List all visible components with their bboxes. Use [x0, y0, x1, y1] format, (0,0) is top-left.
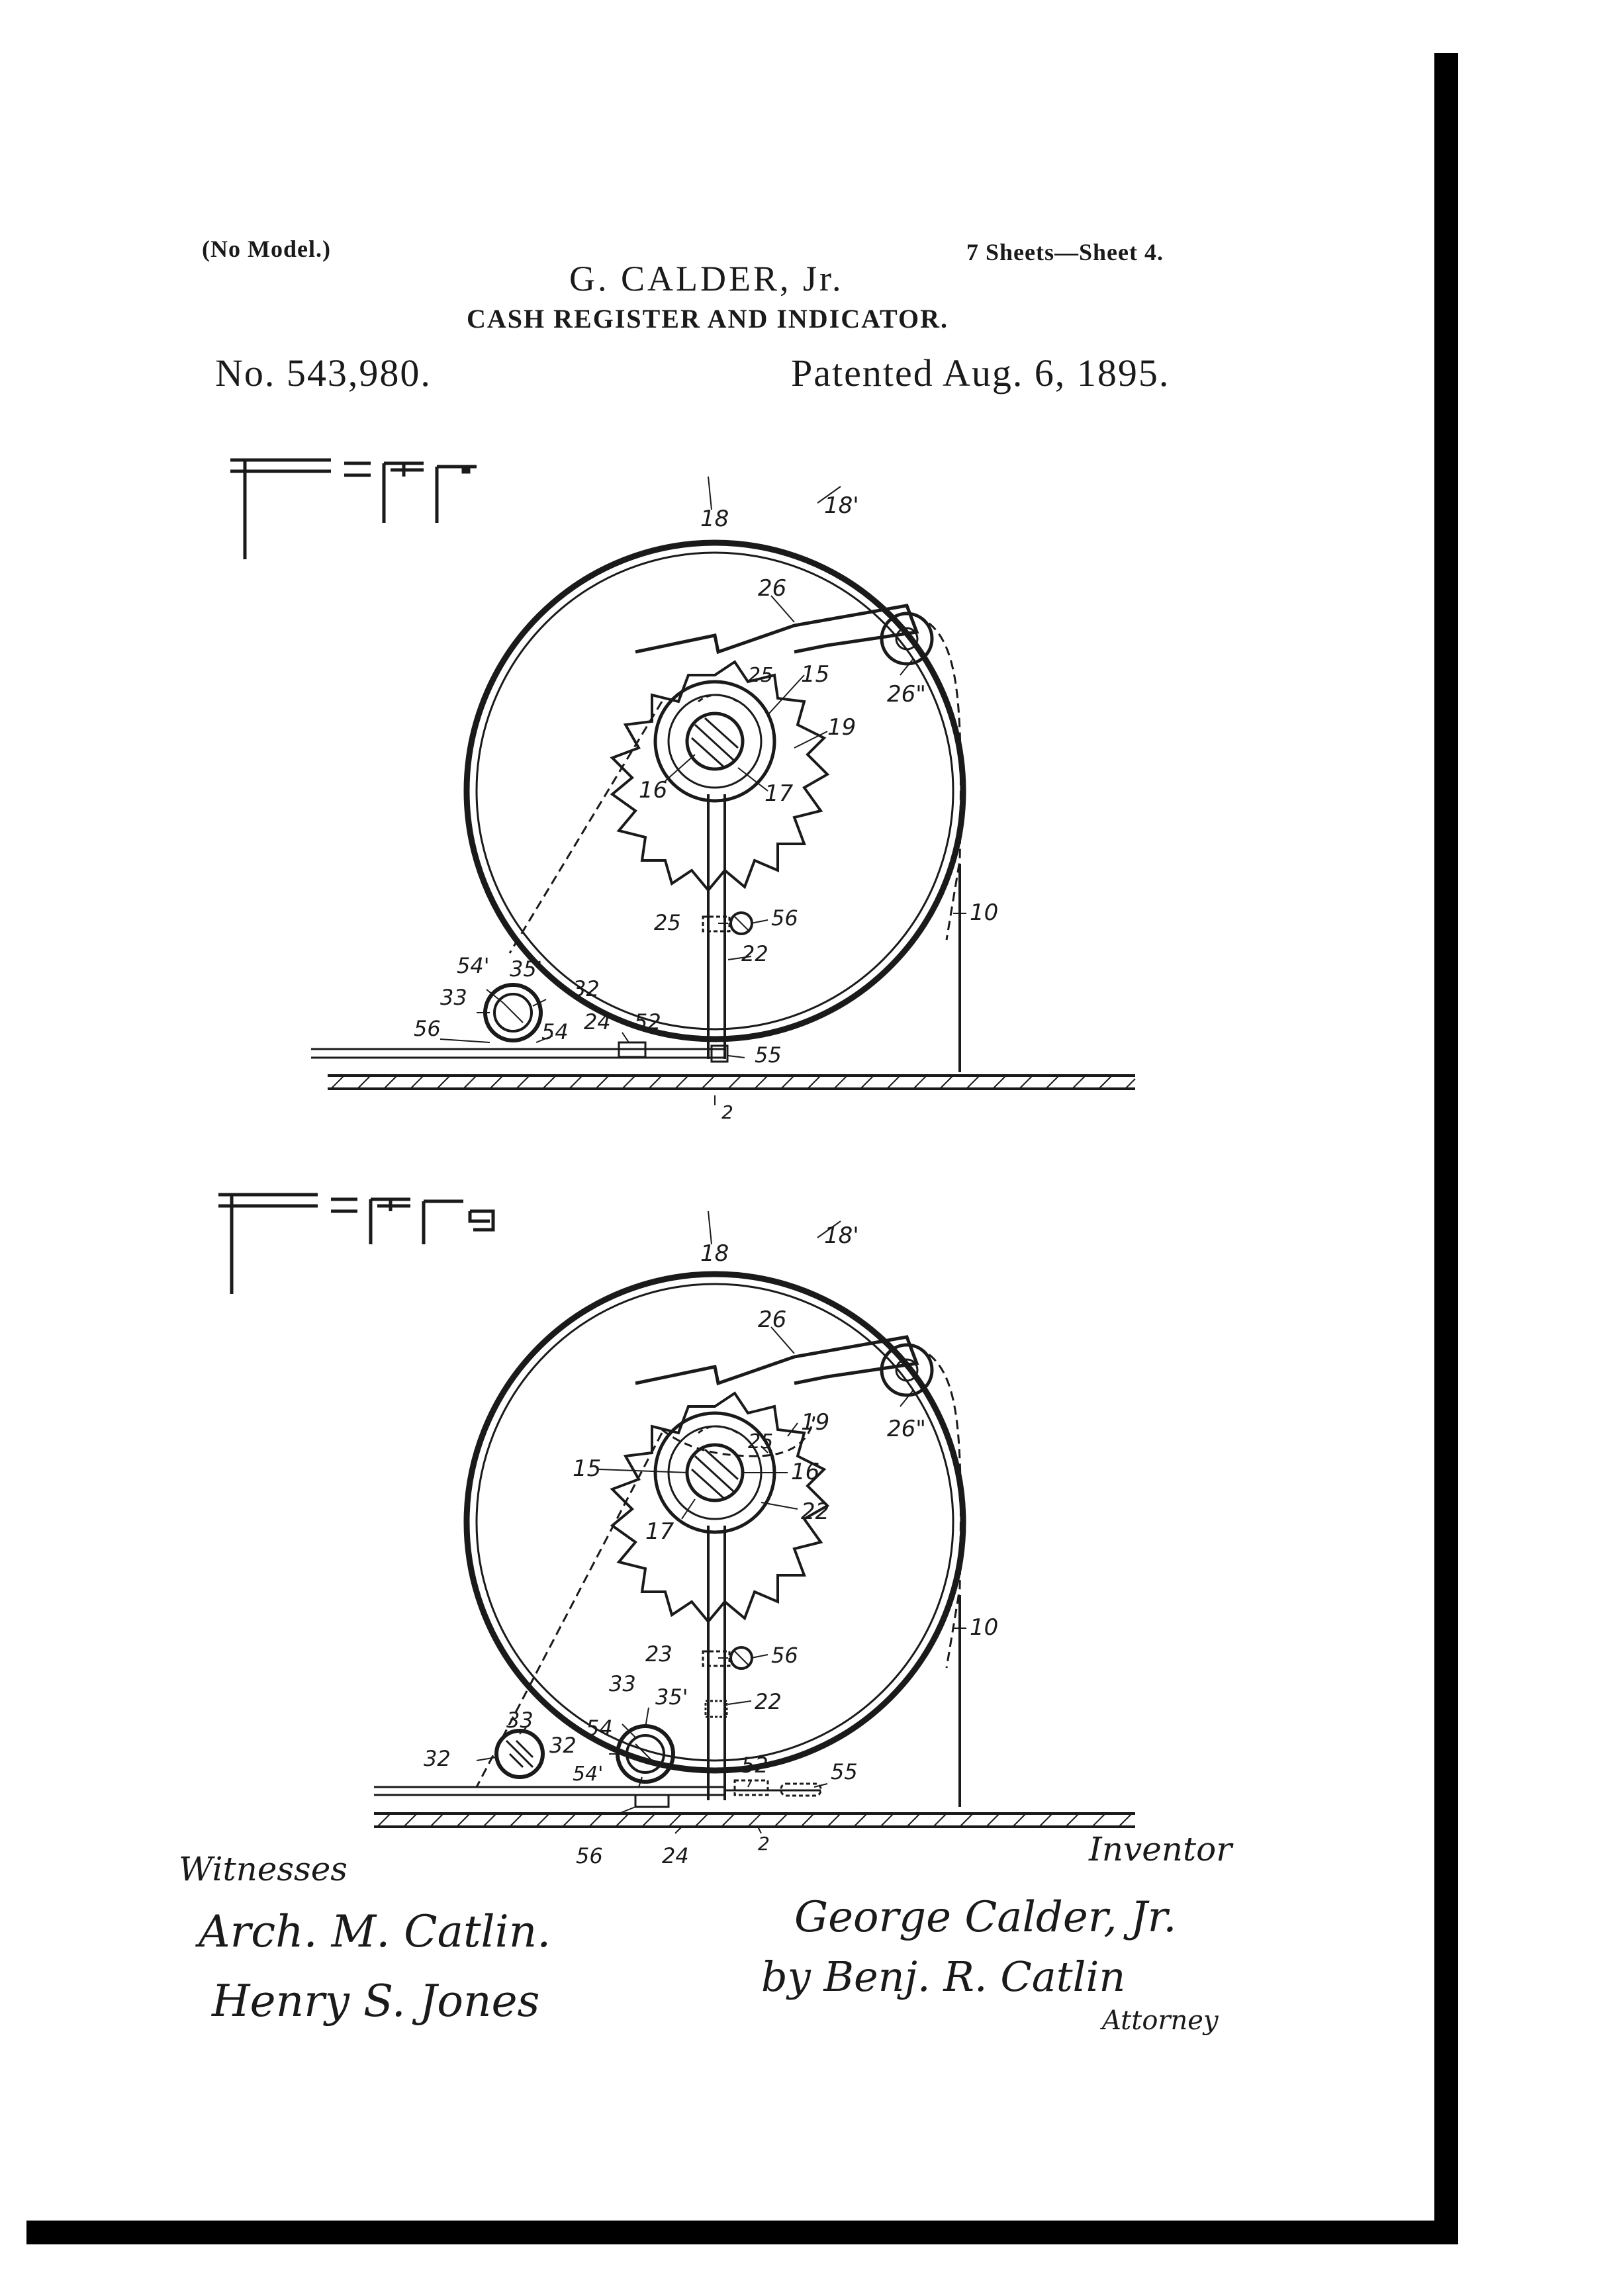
fig5-ref: 32 — [424, 1746, 451, 1771]
fig4-ref: 25 — [654, 910, 681, 935]
scan-edge-right — [1434, 53, 1458, 2244]
fig4-ref: 54 — [541, 1019, 569, 1044]
fig5-ref: 26 — [758, 1307, 787, 1333]
scan-edge-bottom — [26, 2221, 1458, 2244]
fig4-ref: 24 — [584, 1009, 611, 1034]
inventor-label: Inventor — [1089, 1830, 1232, 1868]
inventor-name: G. CALDER, Jr. — [569, 259, 844, 298]
fig5-ref: 10 — [970, 1614, 999, 1641]
fig4-ref: 35' — [510, 956, 543, 982]
fig4-ref: 25 — [748, 664, 774, 687]
attorney-signature: by Benj. R. Catlin — [761, 1952, 1126, 2001]
fig5-ref: 54 — [586, 1716, 613, 1741]
fig4-ref: 18 — [700, 506, 729, 532]
fig4-ref: 55 — [755, 1042, 782, 1068]
fig5-ref: 19 — [801, 1409, 830, 1436]
fig4-ref: 15 — [801, 661, 830, 688]
fig4-ref: 52 — [634, 1009, 661, 1034]
fig5-ref: 32 — [549, 1733, 577, 1758]
sheets-label: 7 Sheets—Sheet 4. — [966, 239, 1164, 265]
patented-date: Patented Aug. 6, 1895. — [791, 351, 1170, 394]
fig5-label: FIG. 5. — [363, 1196, 461, 1232]
fig4-ref: 10 — [970, 899, 999, 926]
fig4-ref: 26" — [887, 681, 926, 708]
witnesses-label: Witnesses — [179, 1850, 348, 1888]
fig4-label: FIG. 4. — [363, 460, 461, 496]
fig4-ref: 16 — [639, 777, 668, 804]
fig5-ref: 35' — [655, 1684, 688, 1710]
fig4-ref: 2 — [721, 1101, 733, 1123]
patent-title: CASH REGISTER AND INDICATOR. — [467, 304, 949, 334]
fig5-ref: 22 — [755, 1689, 782, 1714]
fig5-ref: 54' — [573, 1763, 604, 1786]
witness-signature-2: Henry S. Jones — [212, 1976, 540, 2027]
fig4-ref: 19 — [827, 714, 857, 741]
fig5-ref: 2 — [758, 1833, 770, 1855]
fig4-ref: 22 — [741, 941, 768, 966]
fig5-ref: 26" — [887, 1416, 926, 1442]
no-model-label: (No Model.) — [202, 236, 331, 262]
fig5-ref: 56 — [576, 1843, 603, 1868]
fig5-ref: 17 — [645, 1518, 674, 1545]
fig4-ref: 17 — [765, 780, 794, 807]
fig4-ref: 33 — [440, 985, 467, 1010]
fig4-ref: 56 — [414, 1016, 441, 1041]
fig5-ref: 18 — [700, 1240, 729, 1267]
fig5-ref: 55 — [831, 1759, 858, 1784]
fig5-ref: 18' — [824, 1222, 859, 1249]
fig5-ref: 52 — [741, 1753, 768, 1778]
fig5-ref: 25 — [748, 1430, 774, 1453]
patent-number: No. 543,980. — [215, 351, 432, 394]
fig5-ref: 22 — [801, 1498, 830, 1525]
fig5-ref: 23 — [645, 1641, 672, 1667]
fig4-ref: 26 — [758, 575, 787, 602]
fig4-ref: 54' — [457, 953, 490, 978]
fig5-ref: 24 — [662, 1843, 689, 1868]
fig4-ref: 32 — [573, 976, 600, 1001]
fig4-ref: 18' — [824, 492, 859, 519]
witness-signature-1: Arch. M. Catlin. — [199, 1906, 551, 1957]
attorney-label: Attorney — [1102, 2005, 1219, 2036]
fig5-ref: 56 — [771, 1643, 798, 1668]
inventor-signature: George Calder, Jr. — [794, 1893, 1177, 1942]
fig5-ref: 33 — [506, 1708, 533, 1733]
fig4-ref: 56 — [771, 905, 798, 931]
fig5-ref: 33 — [609, 1671, 636, 1696]
fig5-ref: 15 — [573, 1455, 602, 1482]
fig5-ref: 16 — [791, 1459, 820, 1485]
